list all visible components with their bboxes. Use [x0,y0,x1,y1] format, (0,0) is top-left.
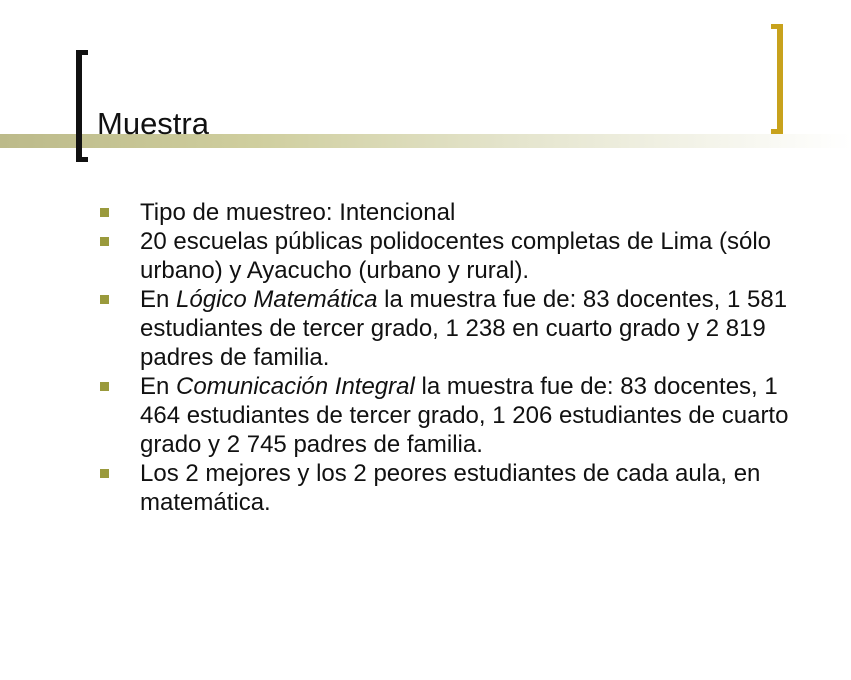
bullet-text: En Lógico Matemática la muestra fue de: 83 docentes, 1 581 estudiantes de tercer grado, 1 238 en cuarto grado y 2 819 padres de familia. [140,286,788,371]
square-bullet-icon [100,469,109,478]
bullet-text: Tipo de muestreo: Intencional [140,199,456,226]
bullet-text: Los 2 mejores y los 2 peores estudiantes de cada aula, en matemática. [140,460,761,516]
bullet-emphasis: Comunicación Integral [176,373,415,400]
right-bracket-decoration [771,24,783,134]
list-item [100,459,800,517]
bullet-list [100,198,800,517]
square-bullet-icon [100,208,109,217]
bullet-emphasis: Lógico Matemática [176,286,378,313]
bullet-text: En Comunicación Integral la muestra fue de: 83 docentes, 1 464 estudiantes de tercer grado, 1 206 estudiantes de cuarto grado y 2 745 padres de familia. [140,373,789,458]
list-item [100,285,800,372]
left-bracket-decoration [76,50,88,162]
square-bullet-icon [100,237,109,246]
square-bullet-icon [100,295,109,304]
slide-title: Muestra [97,106,209,141]
list-item [100,227,800,285]
list-item [100,198,800,227]
square-bullet-icon [100,382,109,391]
bullet-text: 20 escuelas públicas polidocentes completas de Lima (sólo urbano) y Ayacucho (urbano y rural). [140,228,772,284]
list-item [100,372,800,459]
